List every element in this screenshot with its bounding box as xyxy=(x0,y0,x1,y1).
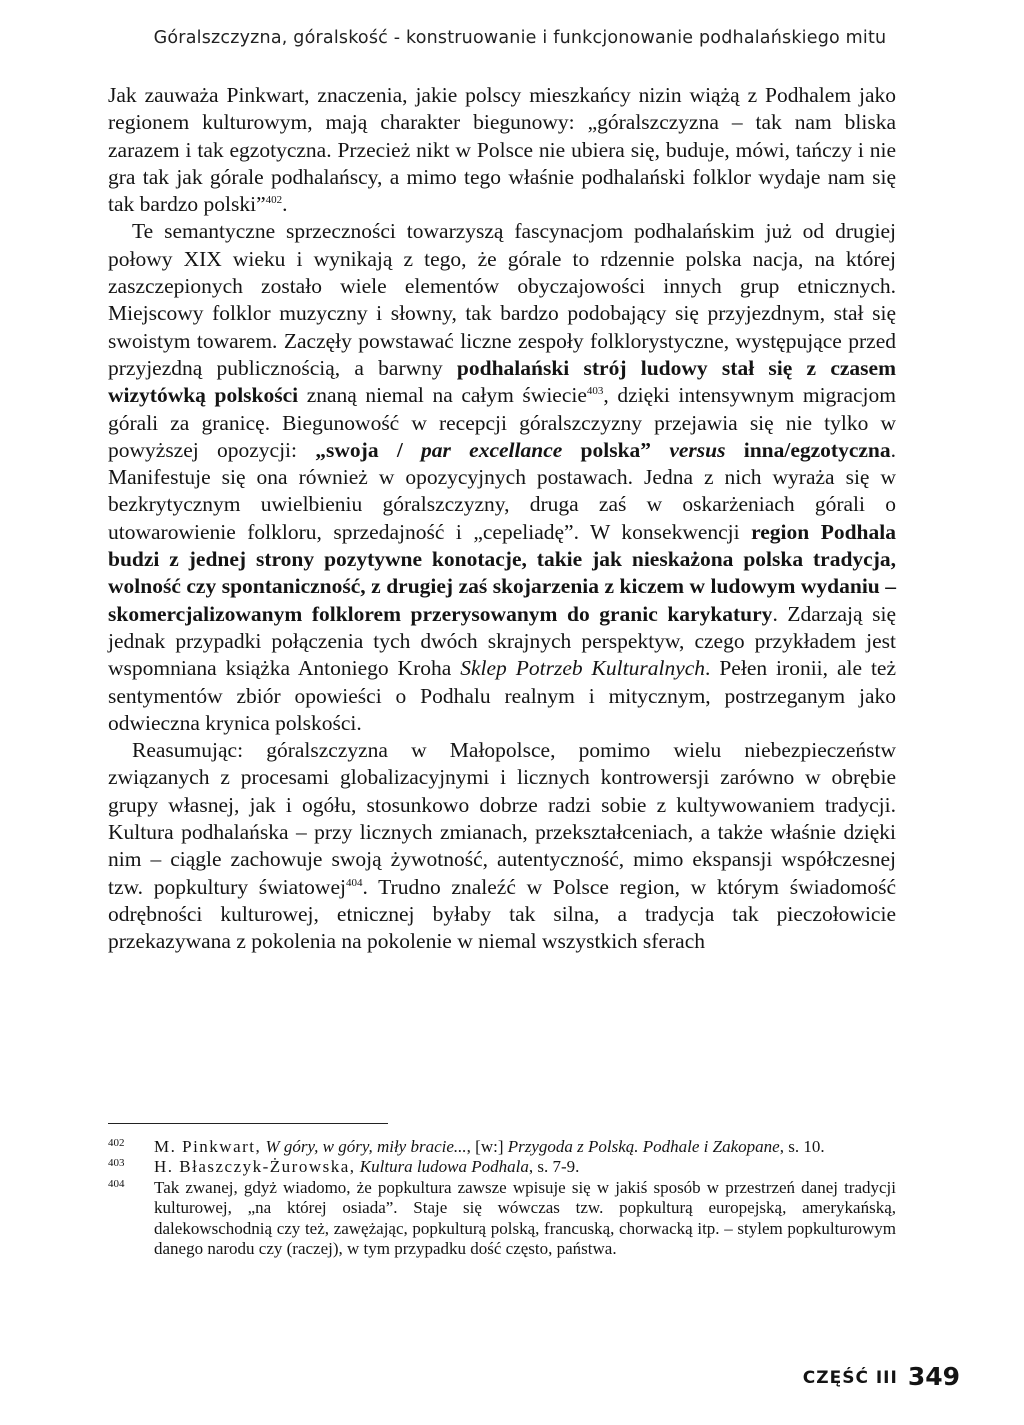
text-run: . Pełen ironii, ale też sentymentów zbiór opowieści o Podhalu realnym i mitycznym, postrzeganym jako odwieczna krynica polskości. xyxy=(108,656,897,735)
main-text xyxy=(108,82,896,956)
page-footer xyxy=(803,1362,960,1391)
footnote-ref[interactable]: 404 xyxy=(345,876,363,889)
bold-run: podhalański strój ludowy stał się z czasem wizytówką polskości xyxy=(108,355,896,408)
footnote-author: M. Pinkwart, xyxy=(154,1137,262,1156)
paragraph-1 xyxy=(108,82,896,218)
italic-run: Sklep Potrzeb Kulturalnych xyxy=(460,656,706,681)
italic-run: Kultura ludowa Podhala xyxy=(359,1157,529,1177)
text-run: , [w:] xyxy=(466,1137,508,1156)
text-run: Te semantyczne sprzeczności towarzyszą fascynacjom podhalańskim już od drugiej połowy XIX wieku i wynikają z tego, że górale to rdzennie polska nacja, na której zaszczepionych zostało wiele elementów obyczajowości innych grup etnicznych. Miejscowy folklor muzyczny i słowny, tak bardzo podobający się przyjezdnym, stał się swoistym towarem. Zaczęły powstawać liczne zespoły folklorystyczne, występujące przed przyjezdną publicznością, a barwny xyxy=(108,219,896,380)
footnote-403 xyxy=(108,1157,896,1177)
italic-run: Przygoda z Polską. Podhale i Zakopane xyxy=(507,1137,780,1156)
bold-italic-run: versus xyxy=(669,437,726,462)
bold-italic-run: par excellance xyxy=(421,437,563,462)
text-run: . Manifestuje się ona również w opozycyjnych postawach. Jedna z nich wyraża się w bezkrytycznym uwielbieniu góralszczyzny, druga zaś w oskarżeniach górali o utowarowienie folkloru, sprzedajność i „cepeliadę”. W konsekwencji xyxy=(108,437,896,544)
footnote-number: 402 xyxy=(108,1137,125,1149)
footnote-text: Tak zwanej, gdyż wiadomo, że popkultura zawsze wpisuje się w jakiś sposób w przestrzeń danej tradycji kulturowej, „na której osiada”. Staje się wówczas tzw. popkulturą europejską, amerykańską, dalekowschodnią czy też, zawężając, popkulturą polską, francuską, chorwacką itp. – stylem popkulturowym danego narodu czy (raczej), w tym przypadku dość często, państwa. xyxy=(154,1177,896,1259)
text-run: . Trudno znaleźć w Polsce region, w którym świadomość odrębności kulturowej, etnicznej byłaby tak silna, a tradycja tak pieczołowicie przekazywana z pokolenia na pokolenie w niemal wszystkich sferach xyxy=(108,874,896,954)
text-run: , dzięki intensywnym migracjom górali za granicę. Biegunowość w recepcji góralszczyzny przejawia się nie tylko w powyższej opozycji: xyxy=(108,383,896,462)
footnote-number: 404 xyxy=(108,1177,125,1190)
page-number: 349 xyxy=(907,1362,960,1391)
footnotes xyxy=(108,1137,896,1259)
running-header: Góralszczyzna, góralskość - konstruowanie i funkcjonowanie podhalańskiego mitu xyxy=(153,28,887,48)
footnote-402 xyxy=(108,1137,896,1157)
text-run: , s. 7-9. xyxy=(528,1157,580,1177)
italic-run: W góry, w góry, miły bracie... xyxy=(265,1137,467,1156)
footnote-404 xyxy=(108,1178,896,1260)
part-label: CZĘŚĆ III xyxy=(802,1368,898,1388)
text-run: . Zdarzają się jednak przypadki połączenia tych dwóch skrajnych perspektyw, czego przykładem jest wspomniana książka Antoniego Kroha xyxy=(108,601,896,681)
footnote-ref[interactable]: 403 xyxy=(586,385,604,398)
footnote-ref[interactable]: 402 xyxy=(265,194,283,207)
footnote-number: 403 xyxy=(108,1157,125,1170)
paragraph-2 xyxy=(108,218,896,737)
bold-run: polska” xyxy=(562,437,670,462)
text-run: , s. 10. xyxy=(779,1137,825,1156)
footnote-author: H. Błaszczyk-Żurowska, xyxy=(154,1157,356,1177)
bold-run: inna/egzotyczna xyxy=(725,437,891,462)
bold-run: region Podhala budzi z jednej strony pozytywne konotacje, takie jak nieskażona polska tradycja, wolność czy spontaniczność, z drugiej zaś skojarzenia z kiczem w ludowym wydaniu – skomercjalizowanym folklorem przerysowanym do granic karykatury xyxy=(108,519,896,626)
text-run: znaną niemal na całym świecie xyxy=(298,383,587,408)
paragraph-3 xyxy=(108,737,896,955)
text-run: Reasumując: góralszczyzna w Małopolsce, pomimo wielu niebezpieczeństw związanych z procesami globalizacyjnymi i licznych kontrowersji zarówno w obrębie grupy własnej, jak i ogółu, stosunkowo dobrze radzi sobie z kultywowaniem tradycji. Kultura podhalańska – przy licznych zmianach, przekształceniach, a także właśnie dzięki nim – ciągle zachowuje swoją żywotność, autentyczność, mimo ekspansji współczesnej tzw. popkultury światowej xyxy=(108,738,896,899)
text-run: Jak zauważa Pinkwart, znaczenia, jakie polscy mieszkańcy nizin wiążą z Podhalem jako regionem kulturowym, mają charakter biegunowy: „góralszczyzna – tak nam bliska zarazem i tak egzotyczna. Przecież nikt w Polsce nie ubiera się, buduje, mówi, tańczy i nie gra tak jak górale podhalańscy, a mimo tego właśnie podhalański folklor wydaje nam się tak bardzo polski” xyxy=(108,83,896,217)
bold-run: „swoja / xyxy=(315,437,422,462)
footnote-separator xyxy=(108,1123,388,1124)
text-run: . xyxy=(282,192,288,217)
